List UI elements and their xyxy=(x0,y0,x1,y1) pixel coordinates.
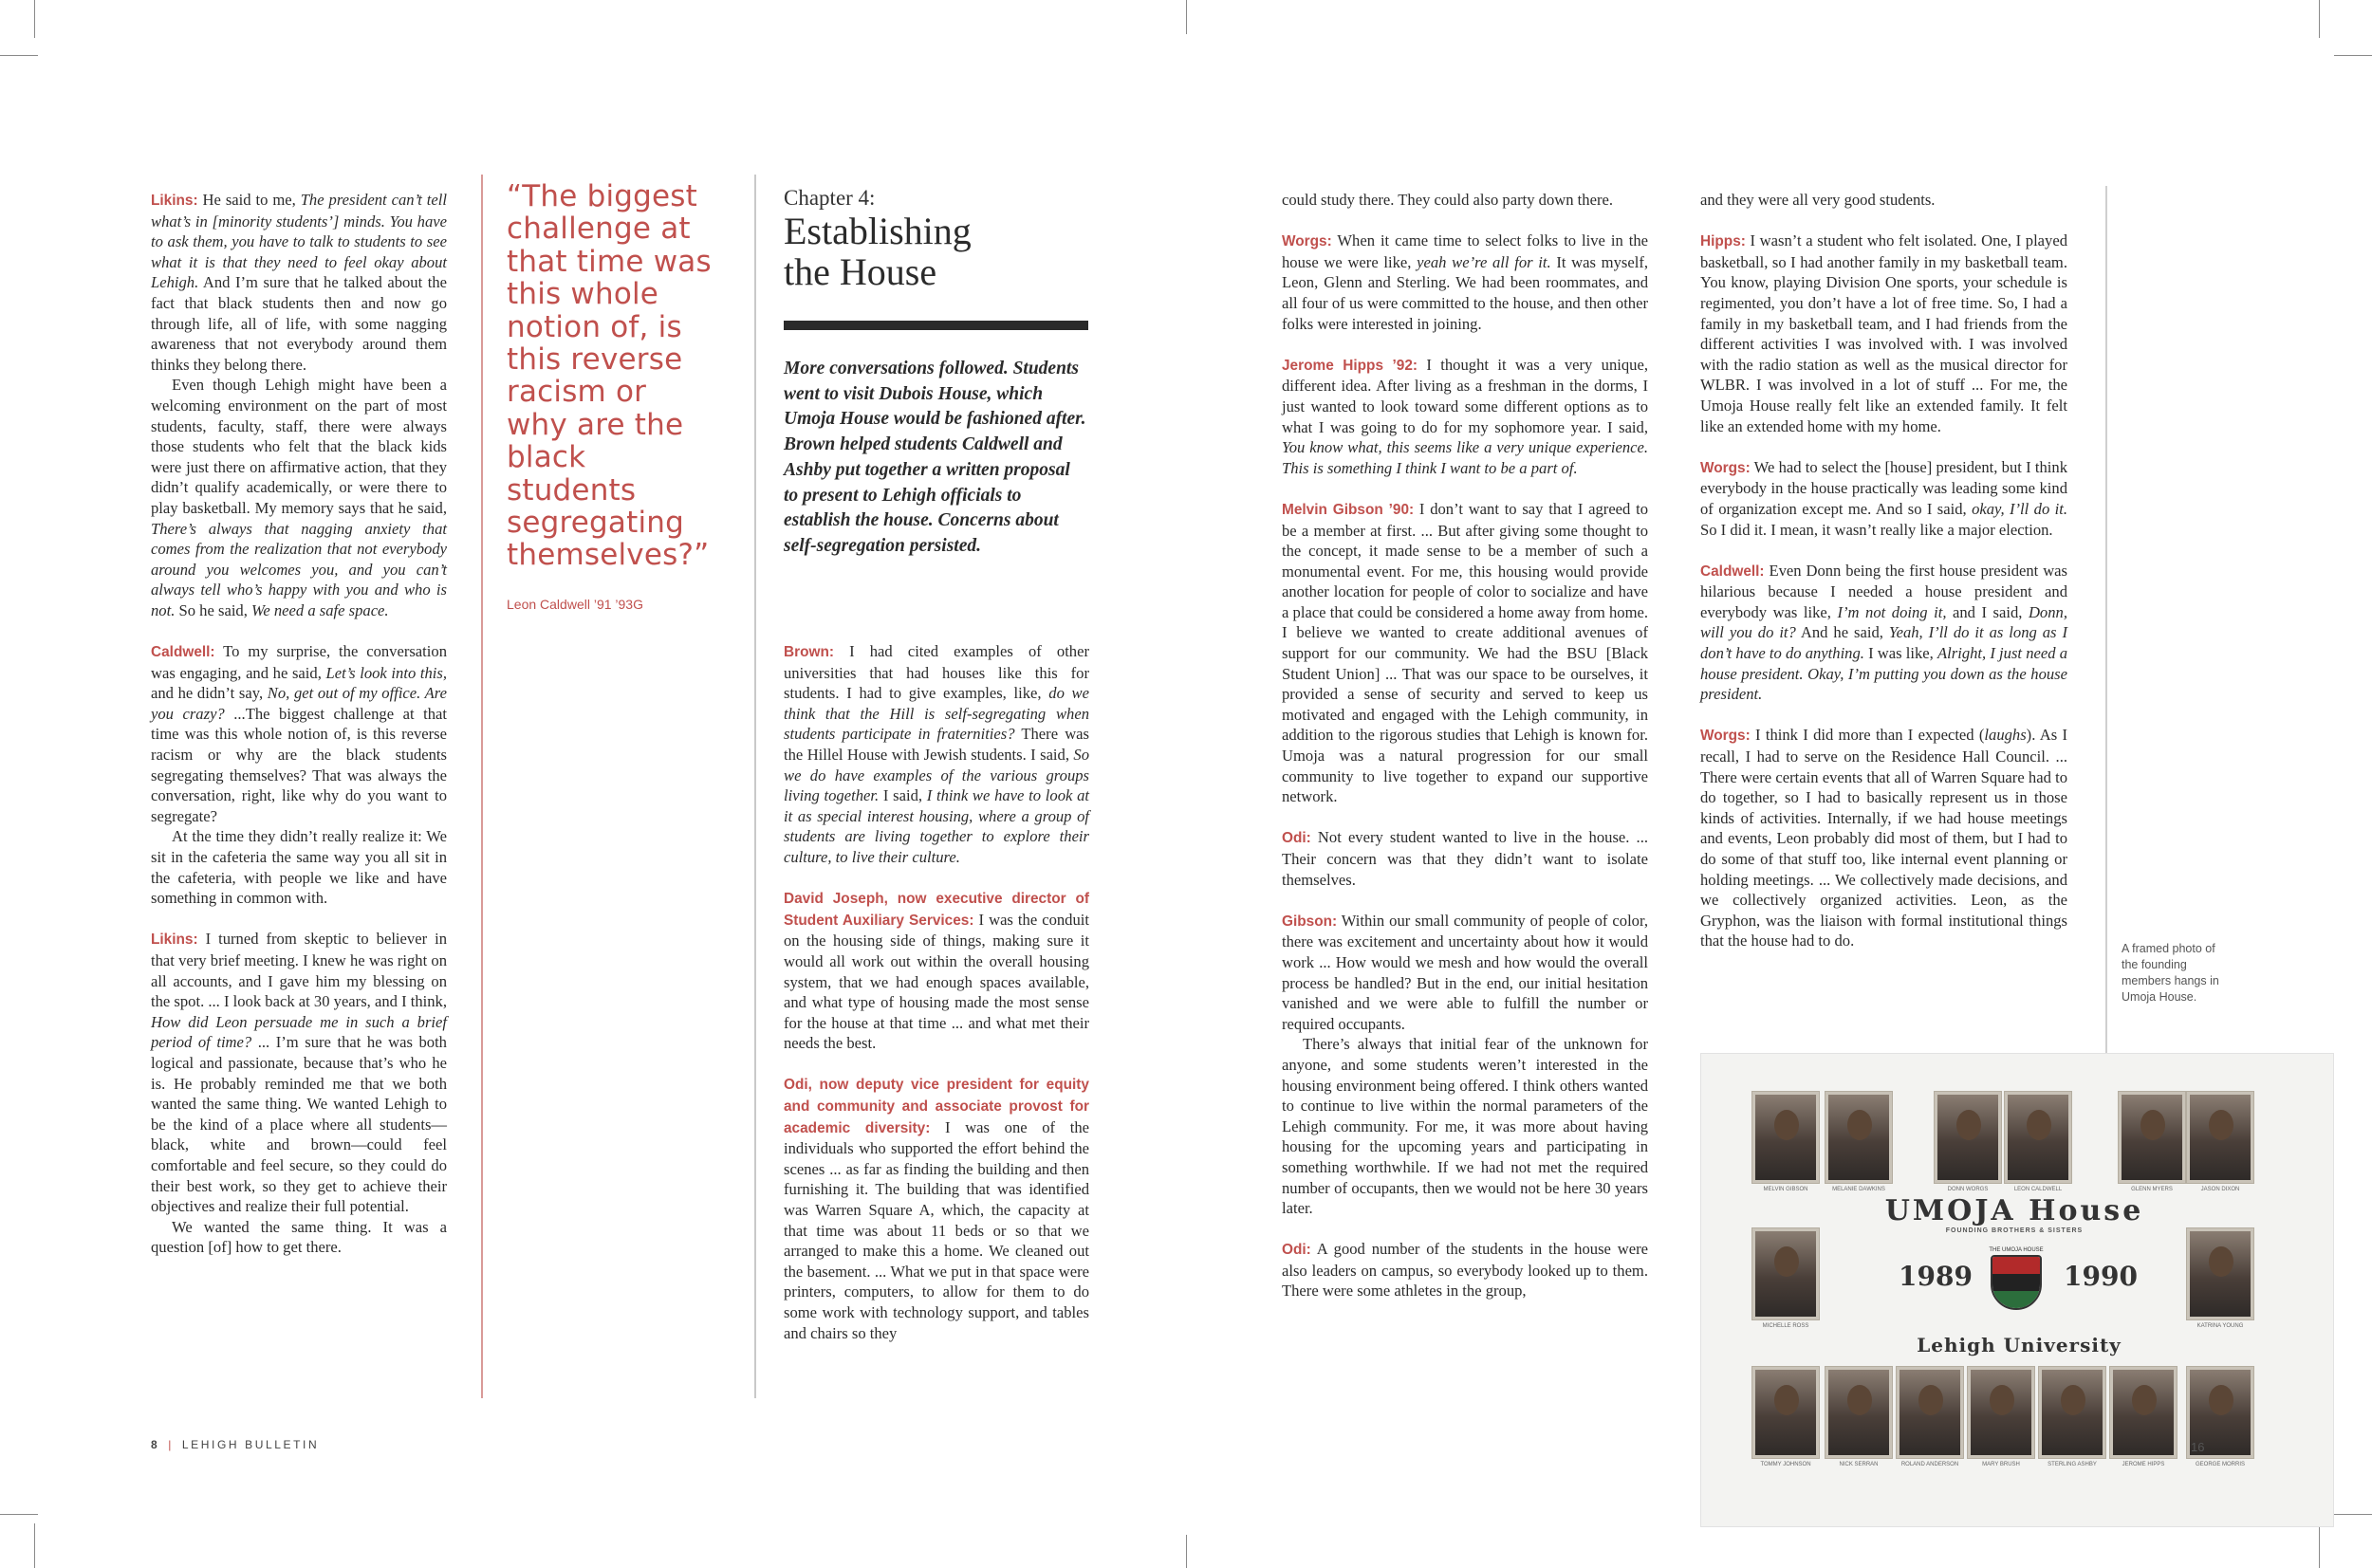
speaker-name: Hipps: xyxy=(1700,233,1746,250)
paragraph xyxy=(151,929,447,1216)
portrait xyxy=(1968,1367,2034,1458)
portrait-name: GLENN MYERS xyxy=(2131,1187,2173,1192)
portrait xyxy=(1752,1228,1819,1319)
paragraph-gap xyxy=(1282,1219,1648,1240)
text-run: I turned from skeptic to believer in that very brief meeting. I knew he was right on all accounts, and I gave him my blessing on the spot. ... I look back at 30 years, and I think, xyxy=(151,930,447,1011)
paragraph xyxy=(1700,190,2067,211)
text-run: When it came time to select folks to live in the house we were like, xyxy=(1282,231,1648,271)
page-footer xyxy=(151,1438,319,1451)
italic-run: Let’s look into this, xyxy=(325,663,448,682)
paragraph-gap xyxy=(151,620,447,641)
publication-name: LEHIGH BULLETIN xyxy=(181,1438,320,1451)
italic-run: do we think that the Hill is self-segregating when students participate in fraternities? xyxy=(784,684,1089,744)
paragraph xyxy=(151,641,447,826)
portrait-name: MELVIN GIBSON xyxy=(1763,1187,1808,1192)
speaker-name: Odi: xyxy=(1282,830,1311,847)
crop-mark xyxy=(1186,1535,1187,1568)
paragraph-gap xyxy=(1282,478,1648,499)
italic-run: okay, I’ll do it. xyxy=(1972,499,2067,518)
paragraph xyxy=(151,375,447,620)
portrait xyxy=(1752,1092,1819,1183)
paragraph xyxy=(1282,190,1648,211)
portrait xyxy=(2110,1367,2177,1458)
portrait xyxy=(1752,1367,1819,1458)
portrait-name: GEORGE MORRIS xyxy=(2195,1462,2245,1467)
paragraph xyxy=(151,1217,447,1258)
paragraph-gap xyxy=(1282,890,1648,911)
italic-run: We need a safe space. xyxy=(251,600,389,619)
text-run: It was myself, Leon, Glenn and Sterling. We had been roommates, and all four of us were committed to the house, and then other folks were interested in joining. xyxy=(1282,252,1648,333)
text-run: and they were all very good students. xyxy=(1700,191,1936,209)
text-run: There was the Hillel House with Jewish students. I said, xyxy=(784,725,1089,764)
speaker-name: Gibson: xyxy=(1282,913,1338,930)
text-run: To my surprise, the conversation was engaging, and he said, xyxy=(151,642,447,682)
speaker-name: Caldwell: xyxy=(1700,563,1765,580)
text-run: We wanted the same thing. It was a question [of] how to get there. xyxy=(151,1217,447,1257)
founding-members-photo xyxy=(1700,1053,2334,1527)
italic-run: Yeah, I’ll do it as long as I don’t have to do anything. xyxy=(1700,623,2067,663)
column-rule xyxy=(754,175,756,1398)
text-run: I wasn’t a student who felt isolated. One, I played basketball, so I had another family in my basketball team. You know, playing Division One sports, your schedule is regimented, you don’t have a lot of free time. So, I had a family in my basketball team, and I had friends from the different activities I was involved with. I was involved with the radio station as well as the musical director for WLBR. I was involved in a lot of stuff ... For me, the Umoja House really felt like an extended family. It felt like an extended home with my home. xyxy=(1700,231,2067,435)
text-run: I was the conduit on the housing side of things, making sure it would all work out within the overall housing system, that we had enough spaces available, and what type of housing made the most sense for the house at that time ... and what met their needs the best. xyxy=(784,910,1089,1053)
page-number: 8 xyxy=(151,1438,160,1451)
text-run: I think I did more than I expected ( xyxy=(1750,726,1985,745)
chapter-title xyxy=(784,211,972,292)
portrait-name: STERLING ASHBY xyxy=(2048,1462,2097,1467)
paragraph-gap xyxy=(1700,436,2067,457)
portrait xyxy=(2119,1092,2185,1183)
portrait-name: MELANIE DAWKINS xyxy=(1832,1187,1885,1192)
body-column-4 xyxy=(1282,190,1648,1301)
paragraph xyxy=(1282,355,1648,479)
text-run: Within our small community of people of color, there was excitement and uncertainty about how it would work ... How would we mesh and how would the overall process be handled? But in the end, our initial hesitation vanished and we were able to fulfill the number or required occupants. xyxy=(1282,911,1648,1033)
paragraph-gap xyxy=(784,868,1089,889)
paragraph xyxy=(151,190,447,375)
speaker-name: Odi, now deputy vice president for equity and community and associate provost for academic diversity: xyxy=(784,1077,1089,1136)
speaker-name: Caldwell: xyxy=(151,644,215,661)
portrait xyxy=(1825,1367,1892,1458)
umoja-crest xyxy=(1991,1255,2042,1310)
portrait xyxy=(1825,1092,1892,1183)
paragraph xyxy=(784,888,1089,1054)
text-run: At the time they didn’t really realize it: We sit in the cafeteria the same way you all sit in the cafeteria, with people we like and have something in common with. xyxy=(151,827,447,908)
portrait-name: ROLAND ANDERSON xyxy=(1900,1462,1959,1467)
chapter-divider-bar xyxy=(784,321,1088,330)
text-run: could study there. They could also party down there. xyxy=(1282,191,1613,209)
portrait-name: NICK SERRAN xyxy=(1839,1462,1879,1467)
italic-run: How did Leon persuade me in such a brief period of time? xyxy=(151,1012,447,1052)
paragraph-gap xyxy=(1700,211,2067,231)
italic-run: You know what, this seems like a very unique experience. This is something I think I want to be a part of. xyxy=(1282,438,1648,477)
paragraph-gap xyxy=(1282,211,1648,231)
body-column-5 xyxy=(1700,190,2067,951)
text-run: Even though Lehigh might have been a welcoming environment on the part of most students, faculty, staff, there were always those students who felt that the black kids were just there on affirmative action, that they didn’t qualify academically, or were there to play basketball. My memory says that he said, xyxy=(151,376,447,517)
crop-mark xyxy=(2319,1523,2320,1568)
crop-mark xyxy=(2319,0,2320,38)
text-run: and I said, xyxy=(1946,602,2029,621)
text-run: A good number of the students in the house were also leaders on campus, so everybody looked up to them. There were some athletes in the group, xyxy=(1282,1240,1648,1301)
italic-run: Alright, I just need a house president. Okay, I’m putting you down as the house president. xyxy=(1700,644,2067,704)
portrait xyxy=(2187,1092,2253,1183)
crest-text: THE UMOJA HOUSE xyxy=(1989,1247,2044,1253)
paragraph xyxy=(1282,1239,1648,1301)
italic-run: I think we have to look at it as special interest housing, where a group of students are living together to explore their culture, to live their culture. xyxy=(784,786,1089,866)
crop-mark xyxy=(34,1523,35,1568)
text-run: I was like, xyxy=(1863,644,1937,663)
paragraph xyxy=(1282,827,1648,890)
portrait-name: MICHELLE ROSS xyxy=(1762,1323,1809,1329)
crop-mark xyxy=(1186,0,1187,34)
portrait-name: JEROME HIPPS xyxy=(2122,1462,2165,1467)
text-run: ...The biggest challenge at that time was this whole notion of, is this reverse racism or why are the black students segregating themselves? That was always the conversation, right, like why do you want to segregate? xyxy=(151,704,447,825)
footer-separator: | xyxy=(168,1438,174,1451)
crop-mark xyxy=(2334,55,2372,56)
italic-run: No, get out of my office. Are you crazy? xyxy=(151,684,448,723)
text-run: So he said, xyxy=(175,600,252,619)
speaker-name: Odi: xyxy=(1282,1242,1311,1259)
text-run: I don’t want to say that I agreed to be a member at first. ... But after giving some thought to the concept, it made sense to be a member of such a monumental event. For me, this housing would provide another location for people of color to socialize and have a place that could be considered a home away from home. I believe we wanted to create additional avenues of support for our community. We had the BSU [Black Student Union] ... That was our space to be ourselves, it provided a sense of security and served to keep us motivated and engaged with the Lehigh community, in addition to the rigorous studies that Lehigh is known for. Umoja was a natural progression for our small community to live together to expand our supportive network. xyxy=(1282,499,1648,806)
text-run: There’s always that initial fear of the unknown for anyone, and some students weren’t interested in the housing environment being offered. I think others wanted to continue to live within the normal parameters of the Lehigh community. For me, it was more about having housing for the upcoming years and participating in something worthwhile. If we had not met the required number of occupants, then we would not be here 30 years later. xyxy=(1282,1035,1648,1218)
text-run: Even Donn being the first house president was hilarious because I needed a house president and everybody was like, xyxy=(1700,561,2067,621)
pull-quote-attribution: Leon Caldwell ’91 ’93G xyxy=(507,596,643,612)
portrait-name: MARY BRUSH xyxy=(1982,1462,2020,1467)
text-run: Not every student wanted to live in the house. ... Their concern was that they didn’t want to isolate themselves. xyxy=(1282,828,1648,889)
umoja-house-name: UMOJA House xyxy=(1884,1194,2144,1227)
paragraph-gap xyxy=(1700,705,2067,726)
crop-mark xyxy=(2334,1514,2372,1515)
speaker-name: Worgs: xyxy=(1700,728,1751,745)
chapter-deck: More conversations followed. Students went to visit Dubois House, which Umoja House would be fashioned after. Brown helped students Caldwell and Ashby put together a written proposal to present to Lehigh officials to establish the house. Concerns about self-segregation persisted. xyxy=(784,359,1086,556)
paragraph-gap xyxy=(151,909,447,930)
italic-run: There’s always that nagging anxiety that comes from the realization that not everybody around you welcomes you, and you can’t always tell who’s happy with you and who is not. xyxy=(151,519,447,619)
italic-run: So we do have examples of the various groups living together. xyxy=(784,745,1089,805)
portrait-name: DONN WORGS xyxy=(1947,1187,1989,1192)
chapter-label: Chapter 4: xyxy=(784,186,876,210)
umoja-house-title xyxy=(1872,1194,2157,1234)
portrait xyxy=(2187,1228,2253,1319)
university-name: Lehigh University xyxy=(1917,1334,2122,1356)
text-run: And I’m sure that he talked about the fact that black students then and now go through life, all of life, with some nagging awareness that not everybody around them thinks they belong there. xyxy=(151,273,447,374)
speaker-name: Likins: xyxy=(151,193,198,209)
paragraph xyxy=(1700,231,2067,436)
crop-mark xyxy=(34,0,35,38)
photo-caption: A framed photo of the founding members hangs in Umoja House. xyxy=(2122,942,2219,1004)
text-run: and he didn’t say, xyxy=(151,684,268,703)
text-run: I thought it was a very unique, different idea. After living as a freshman in the dorms, I just wanted to look toward some different options as to what I was going to do for my sophomore year. I said, xyxy=(1282,355,1648,436)
paragraph xyxy=(151,826,447,908)
paragraph xyxy=(1282,231,1648,334)
text-run: I was one of the individuals who supported the effort behind the scenes ... as far as finding the building and then furnishing it. The building that was identified was Warren Square A, which, the capacity at that time was about 11 beds or so that we arranged to make this a home. We cleaned out the basement. ... What we put in that space were printers, computers, to allow for them to do some work with technology support, and tables and chairs so they xyxy=(784,1117,1089,1342)
body-column-3 xyxy=(784,641,1089,1343)
text-run: ). As I recall, I had to serve on the Residence Hall Council. ... There were certain events that all of Warren Square had to do together, so I had to basically represent us in those kinds of activities. Internally, if we had house meetings and events, Leon probably did most of them, but I had to do some of that stuff too, like internal event planning or holding meetings. ... We collectively made decisions, and we collectively organized activities. Leon, as the Gryphon, was the liaison with formal institutional things that the house had to do. xyxy=(1700,726,2067,950)
portrait-name: LEON CALDWELL xyxy=(2013,1187,2063,1192)
speaker-name: Jerome Hipps ’92: xyxy=(1282,357,1418,374)
portrait xyxy=(1935,1092,2001,1183)
portrait xyxy=(2039,1367,2105,1458)
portrait-name: JASON DIXON xyxy=(2200,1187,2240,1192)
paragraph xyxy=(1700,457,2067,540)
pull-quote-text: “The biggest challenge at that time was this whole notion of, is this reverse racism or why are the black students segregating themselves?” xyxy=(507,179,712,573)
umoja-house-subtitle: FOUNDING BROTHERS & SISTERS xyxy=(1945,1227,2084,1234)
speaker-name: Worgs: xyxy=(1700,459,1751,476)
paragraph-gap xyxy=(1700,540,2067,561)
text-run: I said, xyxy=(879,786,927,805)
paragraph-gap xyxy=(784,1054,1089,1075)
crop-mark xyxy=(0,55,38,56)
paragraph-gap xyxy=(1282,334,1648,355)
speaker-name: Melvin Gibson ’90: xyxy=(1282,501,1415,518)
page-mark: 16 xyxy=(2191,1440,2205,1454)
speaker-name: Brown: xyxy=(784,644,835,660)
text-run: And he said, xyxy=(1795,623,1889,642)
pull-quote xyxy=(507,180,715,612)
portrait-name: TOMMY JOHNSON xyxy=(1760,1462,1811,1467)
chapter-title-line-1: Establishing xyxy=(784,210,972,252)
paragraph xyxy=(1282,1034,1648,1218)
paragraph xyxy=(784,641,1089,868)
year-right: 1990 xyxy=(2064,1261,2138,1292)
italic-run: The president can’t tell what’s in [minority students’] minds. You have to ask them, you have to talk to students to see what it is that they need to feel okay about Lehigh. xyxy=(151,191,447,292)
text-run: So I did it. I mean, it wasn’t really like a major election. xyxy=(1700,520,2053,539)
chapter-title-line-2: the House xyxy=(784,250,937,293)
paragraph-gap xyxy=(1282,807,1648,828)
body-column-1 xyxy=(151,190,447,1258)
paragraph xyxy=(1282,499,1648,807)
speaker-name: Likins: xyxy=(151,932,198,949)
paragraph xyxy=(784,1074,1089,1343)
italic-run: laughs xyxy=(1984,726,2027,745)
speaker-name: David Joseph, now executive director of Student Auxiliary Services: xyxy=(784,891,1089,929)
paragraph xyxy=(1700,561,2067,705)
speaker-name: Worgs: xyxy=(1282,233,1332,250)
italic-run: I’m not doing it, xyxy=(1837,602,1947,621)
text-run: ... I’m sure that he was both logical and passionate, because that’s who he is. He probably reminded me that we both wanted the same thing. We wanted Lehigh to be the kind of a place where all students—black, white and brown—could feel comfortable and feel secure, so they could do their best work, so they get to achieve their objectives and realize their full potential. xyxy=(151,1033,447,1216)
italic-run: yeah we’re all for it. xyxy=(1417,252,1551,271)
italic-run: Donn, will you do it? xyxy=(1700,602,2067,642)
paragraph xyxy=(1282,911,1648,1035)
portrait-name: KATRINA YOUNG xyxy=(2196,1323,2244,1329)
text-run: He said to me, xyxy=(197,191,301,209)
paragraph xyxy=(1700,725,2067,951)
year-left: 1989 xyxy=(1899,1261,1973,1292)
column-rule xyxy=(481,175,483,1398)
portrait xyxy=(2005,1092,2071,1183)
text-run: I had cited examples of other universities that had houses like this for students. I had to give examples, like, xyxy=(784,642,1089,703)
text-run: We had to select the [house] president, but I think everybody in the house practically was leading some kind of organization except me. And so I said, xyxy=(1700,457,2067,518)
portrait xyxy=(1897,1367,1963,1458)
crop-mark xyxy=(0,1514,38,1515)
